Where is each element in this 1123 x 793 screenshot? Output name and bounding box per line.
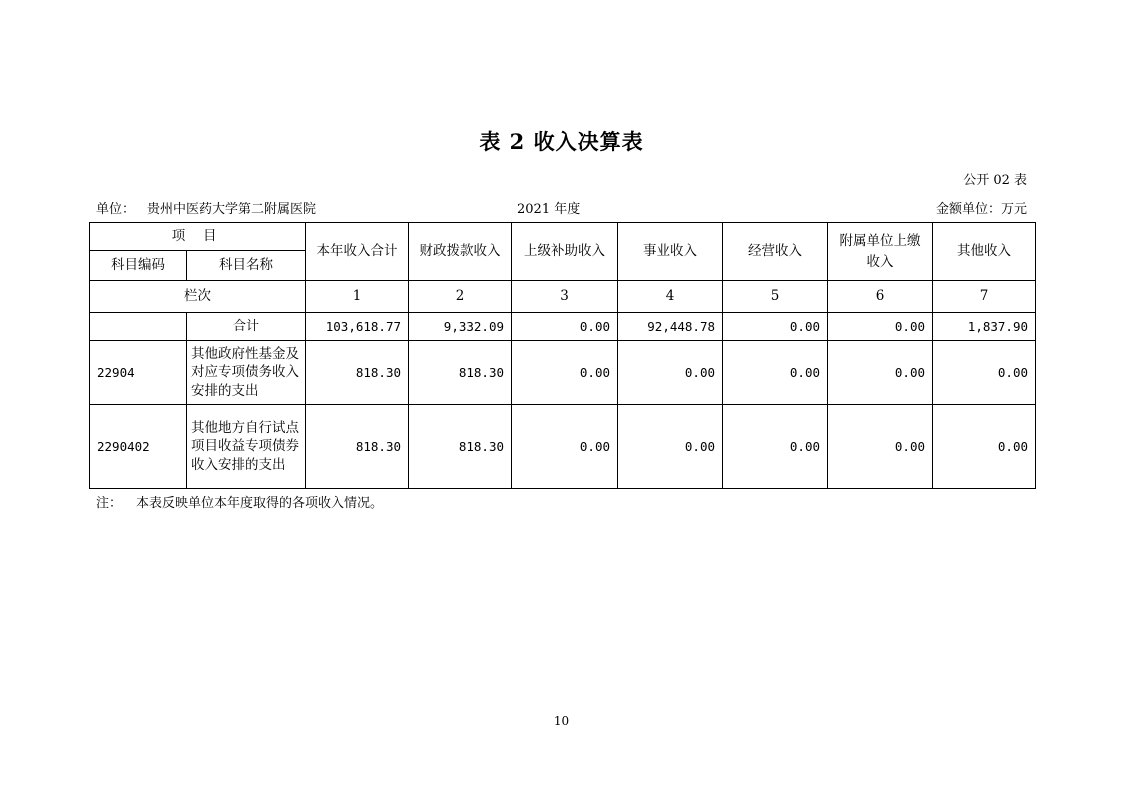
fiscal-year: 2021 年度 [517,202,581,217]
col-number: 3 [512,281,618,313]
row-value: 818.30 [409,341,512,405]
col-header: 本年收入合计 [306,223,409,281]
table-note [96,492,383,511]
header-item: 项 目 [90,223,306,251]
total-value: 9,332.09 [409,313,512,341]
unit-name: 贵州中医药大学第二附属医院 [147,202,317,217]
total-value: 103,618.77 [306,313,409,341]
column-number-row [90,281,1036,313]
total-label: 合计 [187,313,306,341]
header-name: 科目名称 [187,251,306,281]
col-header: 附属单位上缴收入 [828,223,933,281]
row-value: 0.00 [512,341,618,405]
col-number: 2 [409,281,512,313]
row-value: 0.00 [723,405,828,489]
total-row [90,313,1036,341]
row-value: 818.30 [306,341,409,405]
col-header: 其他收入 [933,223,1036,281]
col-number: 4 [618,281,723,313]
row-value: 0.00 [933,341,1036,405]
total-value: 0.00 [828,313,933,341]
col-header: 上级补助收入 [512,223,618,281]
total-value: 1,837.90 [933,313,1036,341]
col-number: 7 [933,281,1036,313]
total-value: 92,448.78 [618,313,723,341]
row-value: 0.00 [723,341,828,405]
header-code: 科目编码 [90,251,187,281]
row-name: 其他政府性基金及对应专项债务收入安排的支出 [187,341,306,405]
row-name: 其他地方自行试点项目收益专项债券收入安排的支出 [187,405,306,489]
col-number: 6 [828,281,933,313]
row-value: 0.00 [512,405,618,489]
note-text: 本表反映单位本年度取得的各项收入情况。 [136,496,384,511]
unit-label: 单位： [96,202,136,217]
col-header: 事业收入 [618,223,723,281]
note-label: 注： [96,496,123,511]
total-code-cell [90,313,187,341]
col-number: 5 [723,281,828,313]
row-value: 0.00 [618,405,723,489]
form-number: 公开 02 表 [963,173,1027,188]
total-value: 0.00 [512,313,618,341]
row-code: 2290402 [90,405,187,489]
row-value: 0.00 [618,341,723,405]
page-number: 10 [553,714,570,728]
row-value: 0.00 [828,405,933,489]
col-no-label: 栏次 [90,281,306,313]
row-value: 0.00 [828,341,933,405]
reporting-unit [96,198,316,217]
row-code: 22904 [90,341,187,405]
table-row [90,341,1036,405]
col-header: 财政拨款收入 [409,223,512,281]
income-table [89,222,1036,489]
col-header: 经营收入 [723,223,828,281]
row-value: 818.30 [409,405,512,489]
table-row [90,405,1036,489]
row-value: 0.00 [933,405,1036,489]
header-row [90,223,1036,251]
amount-unit: 金额单位：万元 [935,202,1027,217]
col-number: 1 [306,281,409,313]
total-value: 0.00 [723,313,828,341]
row-value: 818.30 [306,405,409,489]
page-title: 表 2 收入决算表 [479,129,644,154]
